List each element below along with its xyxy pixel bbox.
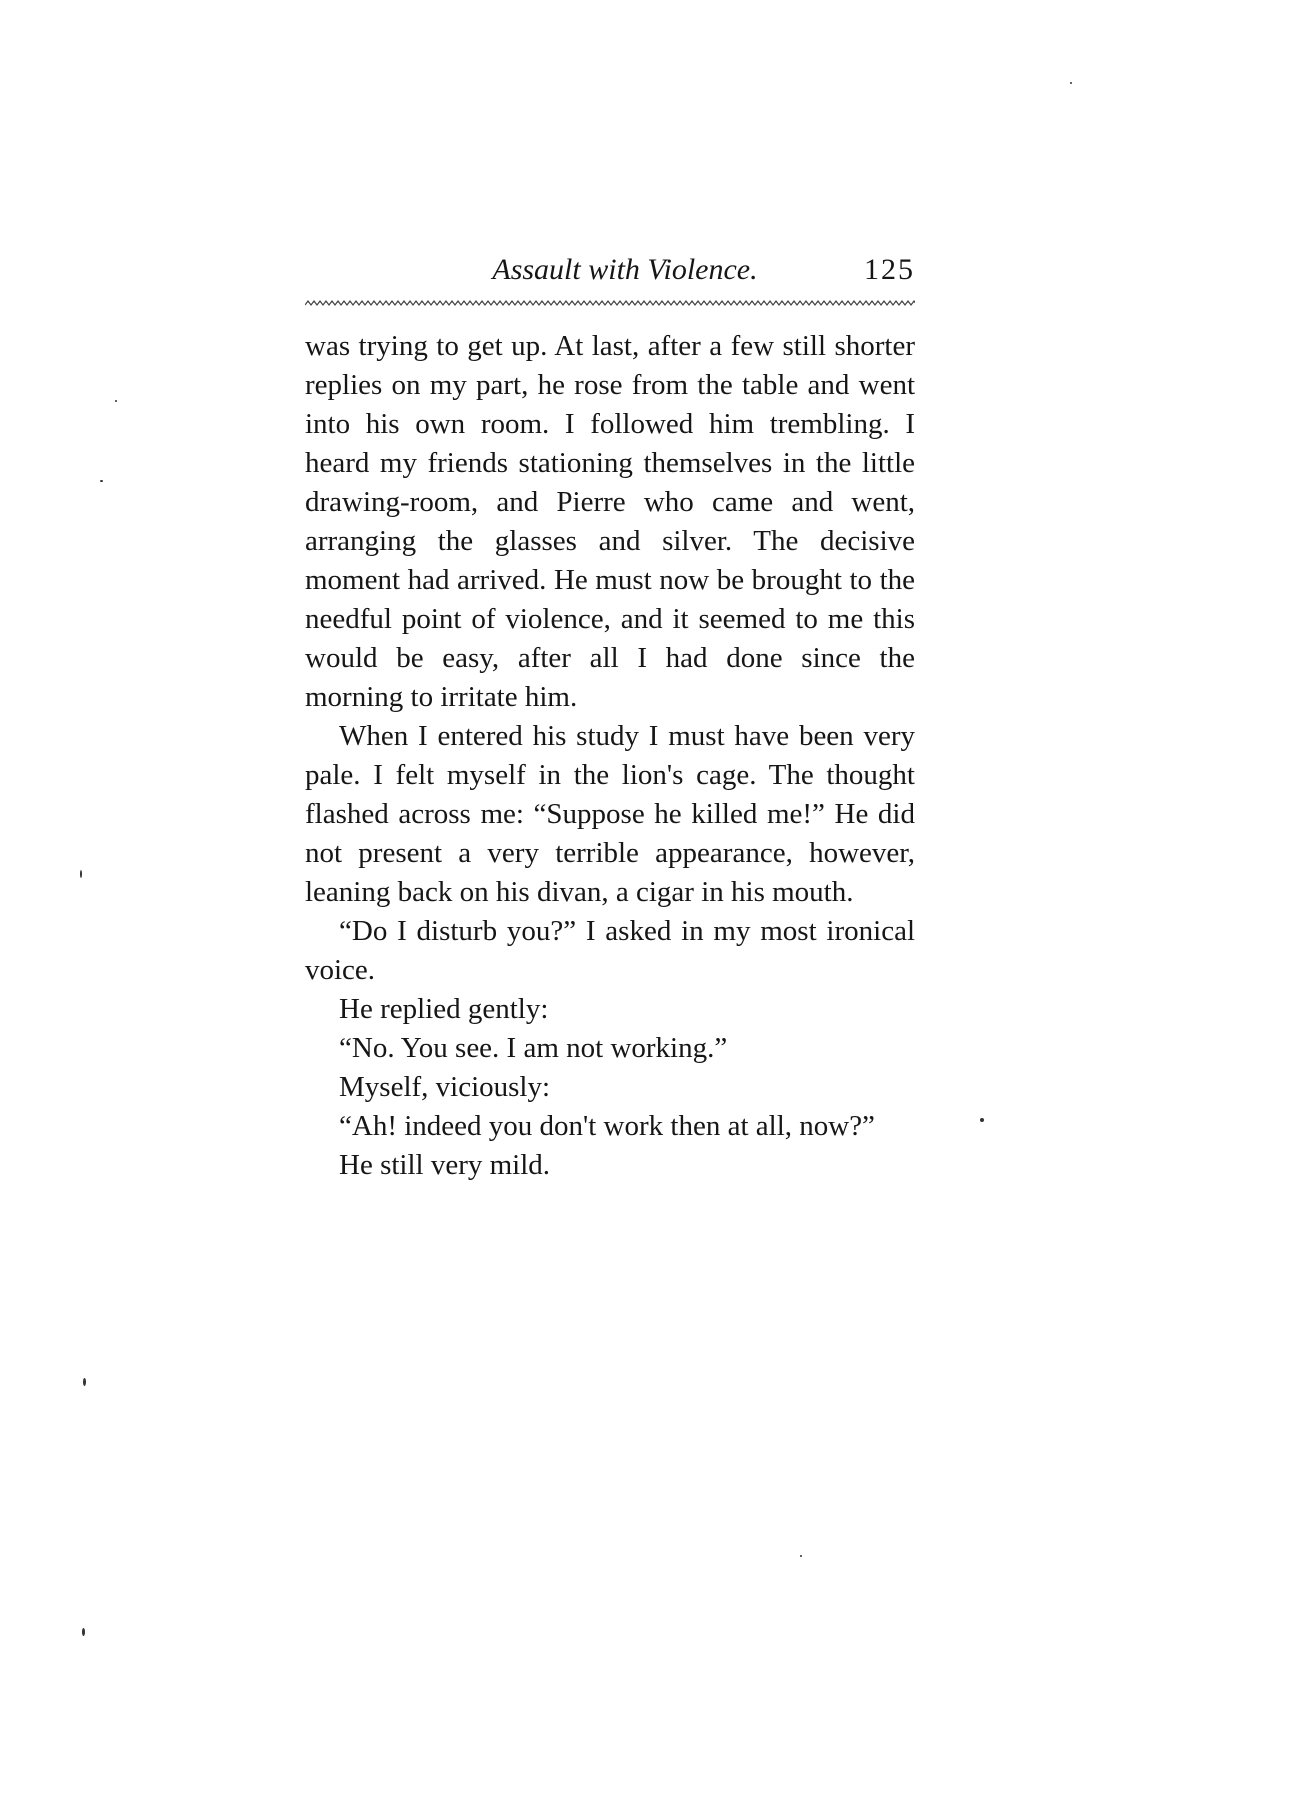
paragraph: He still very mild.	[339, 1149, 551, 1181]
scan-speck	[1070, 82, 1072, 84]
scan-speck	[100, 480, 103, 482]
page-number: 125	[864, 253, 915, 286]
paragraph: He replied gently:	[339, 993, 549, 1025]
scan-speck	[82, 1628, 85, 1636]
paragraph: “Do I disturb you?” I asked in my most ironical voice.	[305, 915, 915, 986]
scan-speck	[115, 400, 117, 402]
paragraph: “Ah! indeed you don't work then at all, now?”	[339, 1110, 875, 1142]
running-title: Assault with Violence.	[492, 253, 758, 286]
paragraph: was trying to get up. At last, after a few still shorter replies on my part, he rose from the table and went into his own room. I followed him trembling. I heard my friends stationing themselves in the little drawing-room, and Pierre who came and went, arranging the glasses and silver. The decisive moment had arrived. He must now be brought to the needful point of violence, and it seemed to me this would be easy, after all I had done since the morning to irritate him.	[305, 330, 915, 713]
paragraph: Myself, viciously:	[339, 1071, 551, 1103]
paragraph: When I entered his study I must have been very pale. I felt myself in the lion's cage. The thought flashed across me: “Suppose he killed me!” He did not present a very terrible appearance, however, leaning back on his divan, a cigar in his mouth.	[305, 720, 915, 908]
ornamental-rule	[305, 299, 915, 307]
paragraph: “No. You see. I am not working.”	[339, 1032, 728, 1064]
scan-speck	[83, 1378, 86, 1386]
scan-speck	[800, 1555, 802, 1557]
body-text	[305, 327, 915, 1185]
running-head	[305, 250, 915, 290]
scan-speck	[80, 870, 82, 878]
scan-speck	[980, 1118, 984, 1122]
